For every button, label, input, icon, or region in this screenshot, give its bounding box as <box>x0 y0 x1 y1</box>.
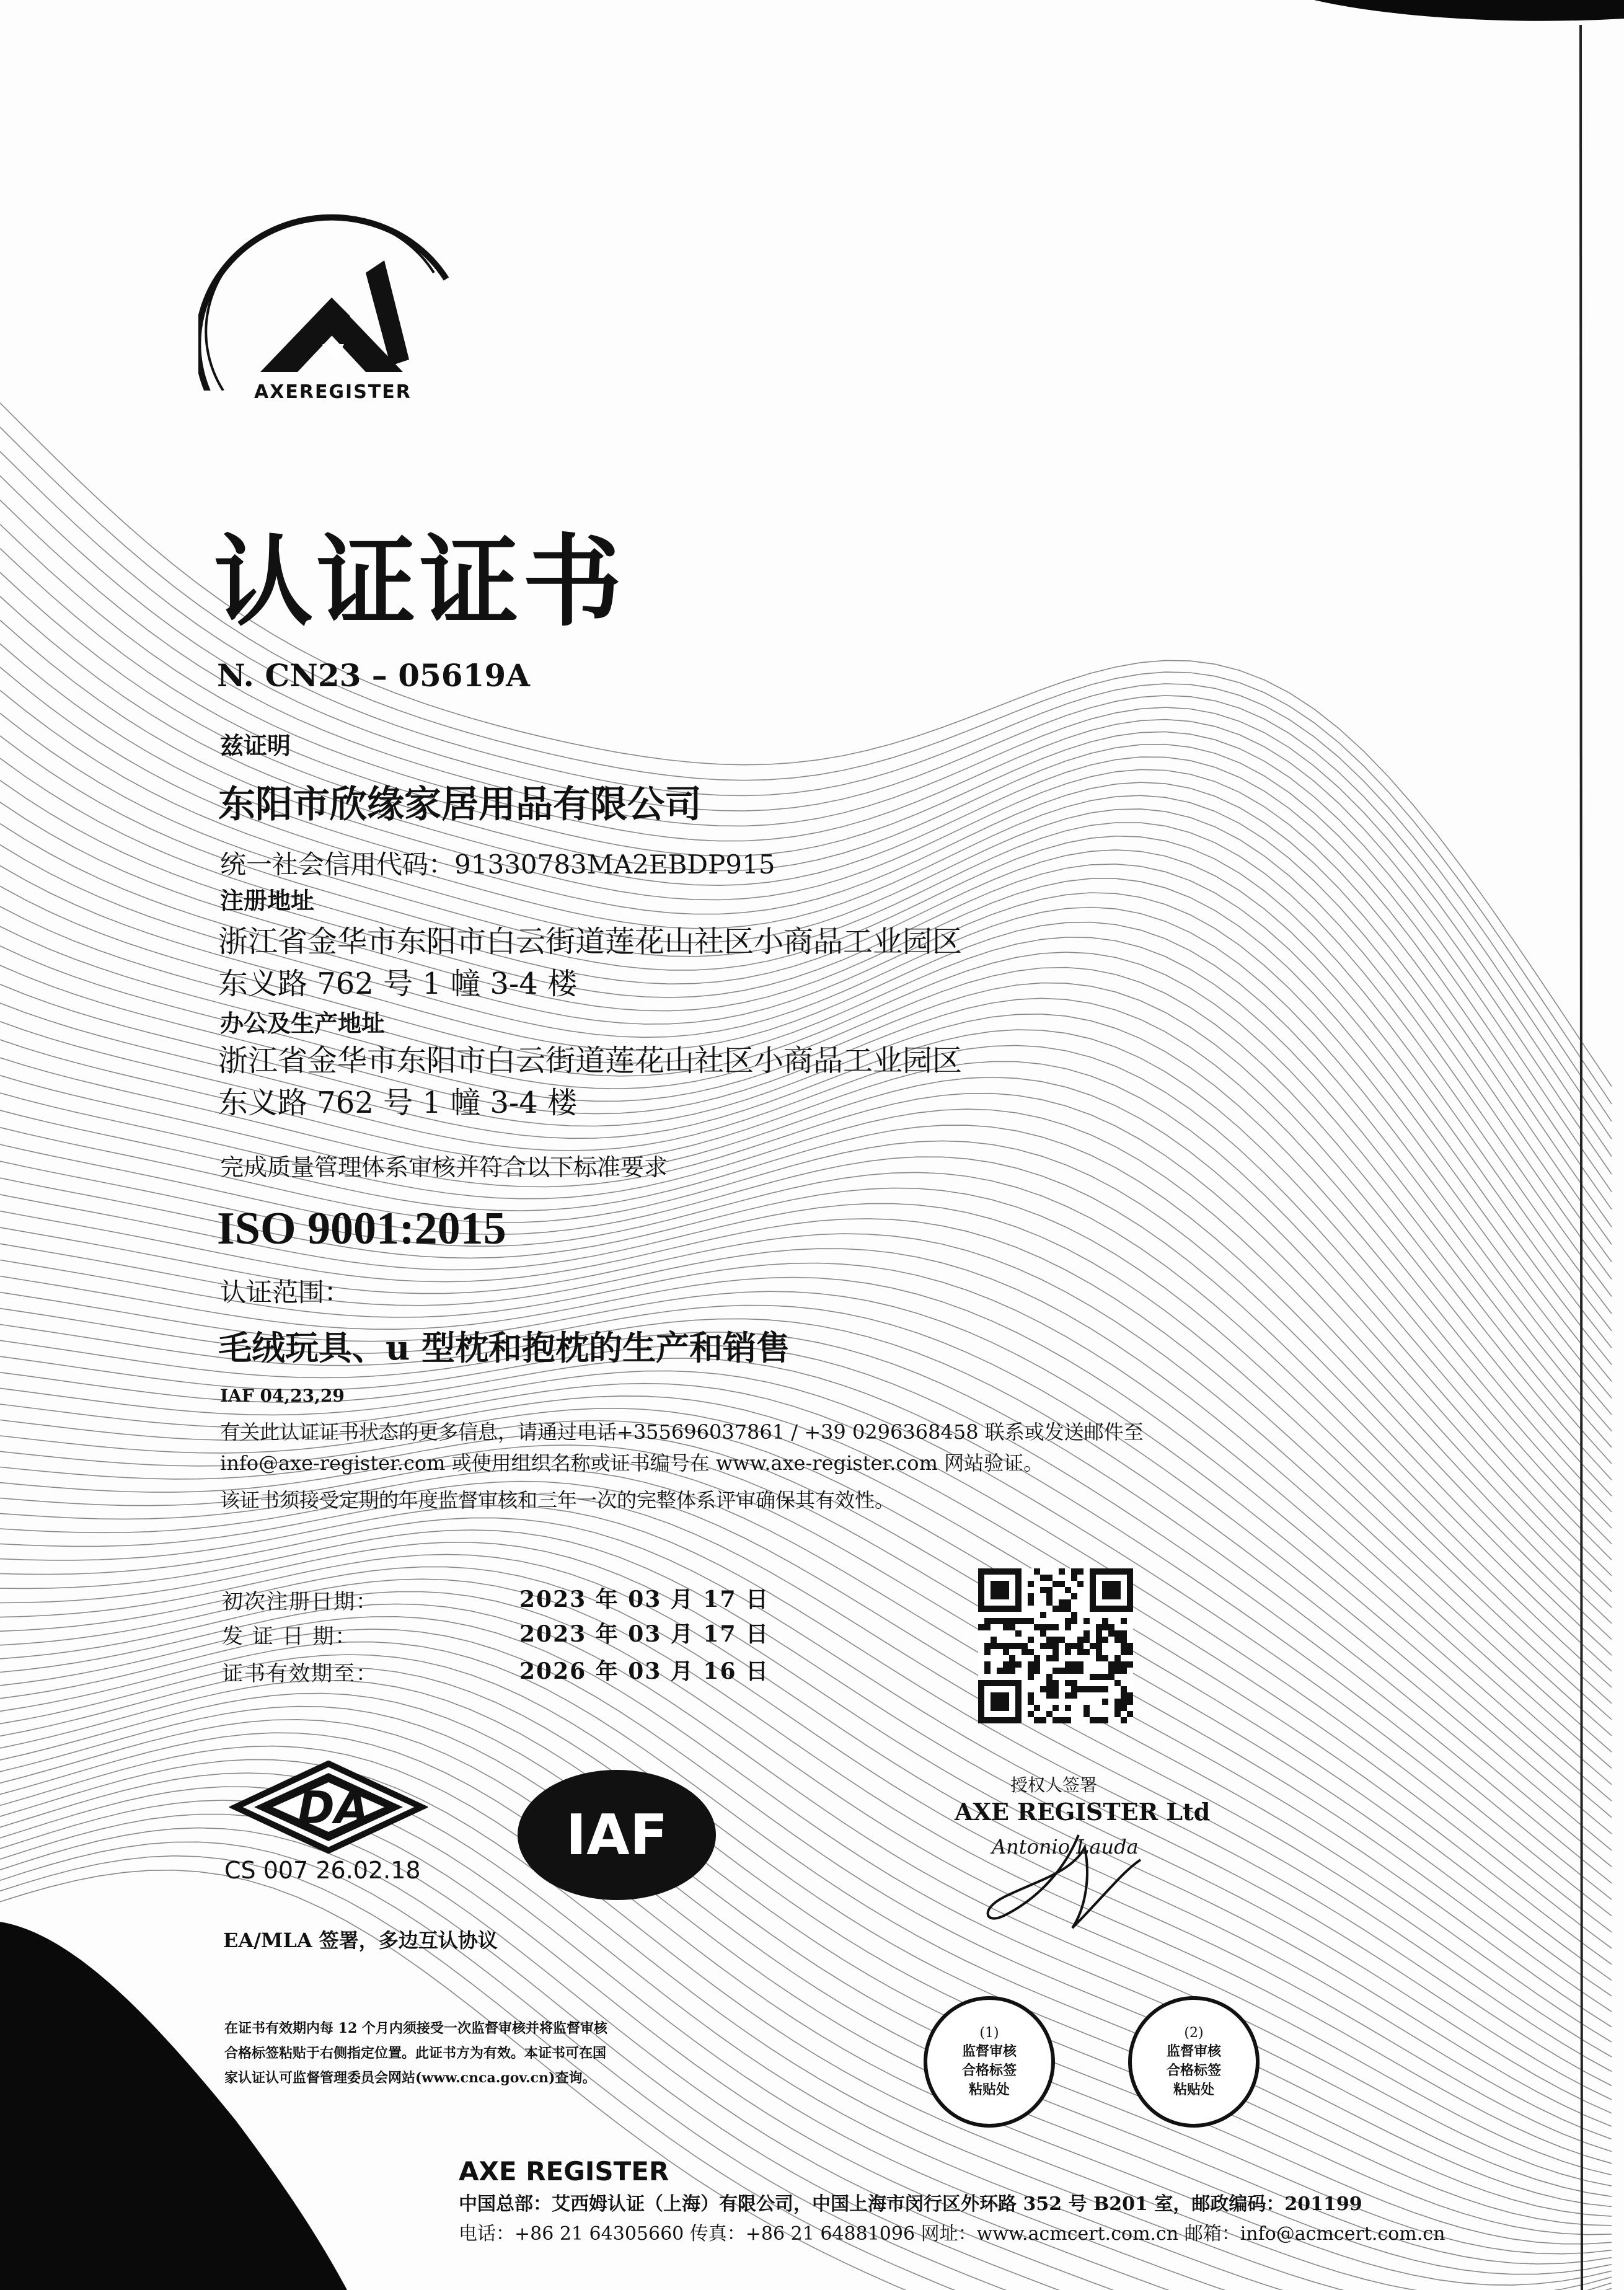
date-value-issue: 2023 年 03 月 17 日 <box>519 1621 770 1647</box>
logo-text: AXEREGISTER <box>254 381 412 403</box>
iaf-code: IAF 04,23,29 <box>220 1386 345 1406</box>
seal-2-number: (2) <box>1184 2025 1204 2041</box>
seal-2-line-1: 监督审核 <box>1166 2043 1221 2059</box>
compliance-text: 完成质量管理体系审核并符合以下标准要求 <box>220 1154 668 1181</box>
da-code: CS 007 26.02.18 <box>224 1857 421 1884</box>
office-address-label: 办公及生产地址 <box>220 1009 386 1037</box>
signature-company: AXE REGISTER Ltd <box>955 1798 1211 1826</box>
footer-contact: 电话：+86 21 64305660 传真：+86 21 64881096 网址：www.acmcert.com.cn 邮箱：info@acmcert.com.cn <box>459 2223 1445 2245</box>
certificate-title: 认证证书 <box>214 523 626 640</box>
date-value-initial: 2023 年 03 月 17 日 <box>519 1586 770 1612</box>
notice-line-2: 合格标签粘贴于右侧指定位置。此证书方为有效。本证书可在国 <box>224 2045 607 2061</box>
office-address-line-1: 浙江省金华市东阳市白云街道莲花山社区小商品工业园区 <box>218 1043 963 1078</box>
info-line-1: 有关此认证证书状态的更多信息，请通过电话+355696037861 / +39 0296368458 联系或发送邮件至 <box>220 1420 1144 1444</box>
date-value-expiry: 2026 年 03 月 16 日 <box>519 1658 770 1684</box>
info-line-2: info@axe-register.com 或使用组织名称或证书编号在 www.axe-register.com 网站验证。 <box>220 1451 1044 1475</box>
qr-code <box>978 1568 1133 1723</box>
company-name: 东阳市欣缘家居用品有限公司 <box>218 783 702 826</box>
signature <box>979 1823 1165 1940</box>
seal-1-line-1: 监督审核 <box>961 2043 1017 2059</box>
surveillance-seal-2 <box>1128 1996 1260 2128</box>
notice-line-1: 在证书有效期内每 12 个月内须接受一次监督审核并将监督审核 <box>224 2020 607 2036</box>
seal-1-number: (1) <box>979 2025 999 2041</box>
registered-address-label: 注册地址 <box>220 886 315 914</box>
registered-address-line-1: 浙江省金华市东阳市白云街道莲花山社区小商品工业园区 <box>218 924 963 959</box>
authorized-signature-label: 授权人签署 <box>1010 1775 1098 1795</box>
notice-line-3: 家认证认可监督管理委员会网站(www.cnca.gov.cn)查询。 <box>224 2070 596 2086</box>
certificate-number: N. CN23 – 05619A <box>217 657 530 694</box>
date-label-issue: 发 证 日 期： <box>222 1624 358 1649</box>
iaf-logo-text: IAF <box>565 1802 668 1868</box>
mla-text: EA/MLA 签署，多边互认协议 <box>223 1929 498 1952</box>
seal-2-line-3: 粘贴处 <box>1173 2082 1214 2098</box>
certification-scope: 毛绒玩具、u 型枕和抱枕的生产和销售 <box>218 1328 790 1368</box>
seal-1-line-3: 粘贴处 <box>968 2082 1010 2098</box>
office-address-line-2: 东义路 762 号 1 幢 3-4 楼 <box>218 1085 578 1120</box>
registered-address-line-2: 东义路 762 号 1 幢 3-4 楼 <box>218 966 578 1001</box>
signature-name: Antonio Lauda <box>992 1835 1139 1859</box>
scope-label: 认证范围： <box>220 1277 351 1307</box>
seal-1-line-2: 合格标签 <box>961 2062 1017 2079</box>
seal-2-line-2: 合格标签 <box>1166 2062 1221 2079</box>
axe-register-logo <box>198 205 459 415</box>
date-label-initial: 初次注册日期： <box>222 1589 378 1614</box>
footer-headquarters: 中国总部：艾西姆认证（上海）有限公司，中国上海市闵行区外环路 352 号 B201 室，邮政编码：201199 <box>459 2193 1362 2215</box>
da-accreditation-logo <box>229 1761 428 1872</box>
iaf-logo <box>518 1770 716 1900</box>
info-line-3: 该证书须接受定期的年度监督审核和三年一次的完整体系评审确保其有效性。 <box>220 1488 895 1512</box>
da-logo-text: DA <box>298 1782 369 1834</box>
credit-code: 统一社会信用代码：91330783MA2EBDP915 <box>220 849 775 880</box>
iso-standard: ISO 9001:2015 <box>217 1203 506 1254</box>
surveillance-seal-1 <box>924 1996 1055 2128</box>
date-label-expiry: 证书有效期至： <box>222 1661 378 1686</box>
certify-label: 兹证明 <box>220 732 291 759</box>
footer-company: AXE REGISTER <box>459 2156 669 2186</box>
